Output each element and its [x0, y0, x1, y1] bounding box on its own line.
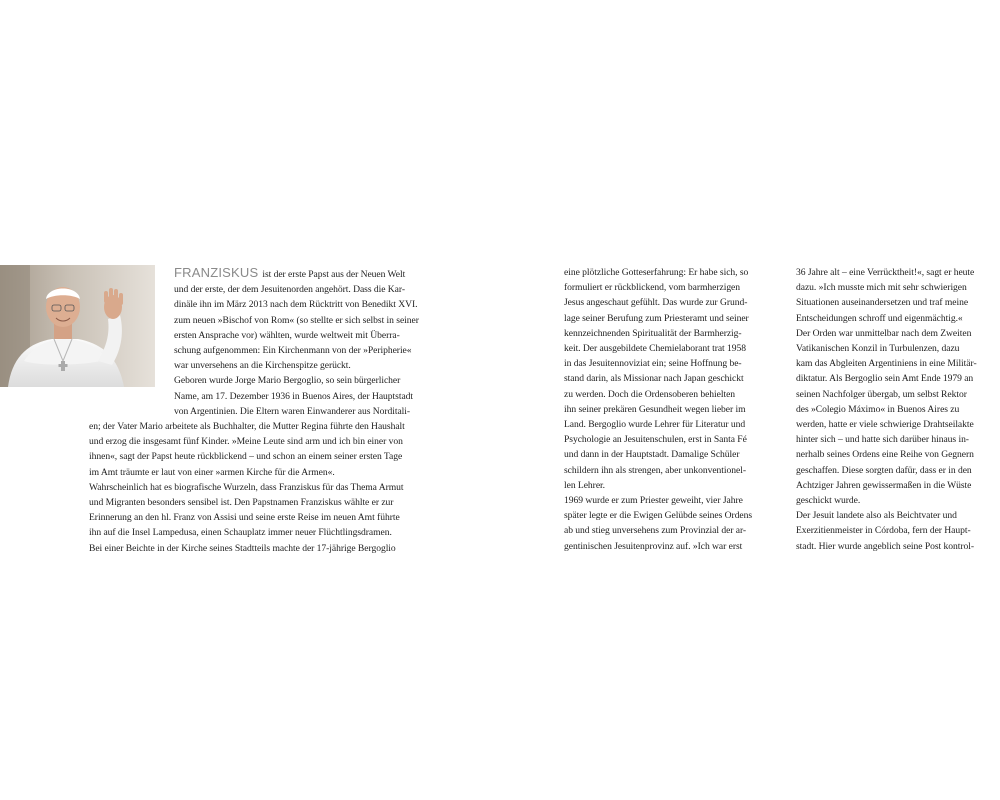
article-line: und Migranten besonders sensibel ist. Den Papstnamen Franziskus wählte er zur: [89, 497, 394, 509]
article-line: und erzog die insgesamt fünf Kinder. »Meine Leute sind arm und ich bin einer von: [89, 436, 403, 448]
article-line: werden, hatte er viele schwierige Drahtseilakte: [796, 419, 974, 431]
article-line: von Argentinien. Die Eltern waren Einwanderer aus Norditali-: [174, 405, 411, 417]
article-line: geschickt wurde.: [796, 495, 861, 507]
article-line: in das Jesuitennoviziat ein; seine Hoffnung be-: [564, 358, 742, 370]
article-line: Entscheidungen schroff und eigenmächtig.«: [796, 312, 963, 324]
article-line: war unversehens an die Kirchenspitze gerückt.: [174, 360, 351, 372]
article-line: nerhalb seines Ordens eine Reihe von Gegnern: [796, 449, 974, 461]
article-line: kam das Abgleiten Argentiniens in eine Militär-: [796, 358, 977, 370]
article-line: Bei einer Beichte in der Kirche seines Stadtteils machte der 17-jährige Bergoglio: [89, 542, 396, 554]
article-line: ihn seiner prekären Gesundheit wegen lieber im: [564, 403, 746, 415]
article-column-2: [564, 265, 776, 554]
article-line: Achtziger Jahren gewissermaßen in die Wüste: [796, 479, 972, 491]
article-line: len Lehrer.: [564, 479, 606, 491]
article-line: geschaffen. Diese sorgten dafür, dass er in den: [796, 464, 972, 476]
article-title: FRANZISKUS: [174, 265, 259, 280]
article-line: des »Colegio Máximo« in Buenos Aires zu: [796, 403, 960, 415]
article-line: Name, am 17. Dezember 1936 in Buenos Aires, der Hauptstadt: [174, 390, 414, 402]
article-line: diktatur. Als Bergoglio sein Amt Ende 1979 an: [796, 373, 974, 385]
article-line: Exerzitienmeister in Córdoba, fern der Haupt-: [796, 525, 971, 537]
article-line: schung aufgenommen: Ein Kirchenmann von der »Peripherie«: [174, 345, 412, 357]
article-line: Situationen auseinandersetzen und traf meine: [796, 297, 969, 309]
article-line: gentinischen Jesuitenprovinz auf. »Ich war erst: [564, 540, 743, 552]
article-line: dazu. »Ich musste mich mit sehr schwierigen: [796, 282, 967, 294]
article-line: 1969 wurde er zum Priester geweiht, vier Jahre: [564, 495, 743, 507]
article-line: und dann in der Hauptstadt. Damalige Schüler: [564, 449, 740, 461]
article-line: FRANZISKUS ist der erste Papst aus der Neuen Welt: [174, 265, 406, 280]
article-line: Psychologie an Jesuitenschulen, erst in Santa Fé: [564, 434, 747, 446]
article-line: Land. Bergoglio wurde Lehrer für Literatur und: [564, 419, 746, 431]
article-line: eine plötzliche Gotteserfahrung: Er habe sich, so: [564, 267, 749, 278]
article-line: Der Jesuit landete also als Beichtvater und: [796, 510, 957, 522]
article-column-1: [89, 265, 449, 556]
article-line: en; der Vater Mario arbeitete als Buchhalter, die Mutter Regina führte den Haushalt: [89, 421, 405, 433]
article-line: Jesus angeschaut gefühlt. Das wurde zur Grund-: [564, 297, 748, 309]
article-line: Geboren wurde Jorge Mario Bergoglio, so sein bürgerlicher: [174, 375, 401, 387]
article-line: zum neuen »Bischof von Rom« (so stellte er sich selbst in seiner: [174, 314, 419, 326]
article-line: und der erste, der dem Jesuitenorden angehört. Dass die Kar-: [174, 284, 405, 296]
article-line: stadt. Hier wurde angeblich seine Post kontrol-: [796, 540, 975, 552]
article-line: ab und stieg unversehens zum Provinzial der ar-: [564, 525, 747, 537]
article-line: Wahrscheinlich hat es biografische Wurzeln, dass Franziskus für das Thema Armut: [89, 481, 404, 493]
article-column-3: [796, 265, 1000, 554]
article-line: dinäle ihn im März 2013 nach dem Rücktritt von Benedikt XVI.: [174, 299, 418, 311]
article-line: seinen Nachfolger übergab, um selbst Rektor: [796, 388, 967, 400]
article-line: Vatikanischen Konzil in Turbulenzen, dazu: [796, 343, 960, 355]
article-line: schildern ihn als strengen, aber unkonventionel-: [564, 464, 746, 476]
article-line: zu werden. Doch die Ordensoberen behielten: [564, 388, 736, 400]
article-line: keit. Der ausgebildete Chemielaborant trat 1958: [564, 343, 747, 355]
article-line: ersten Ansprache vor) wählten, wurde weltweit mit Überra-: [174, 329, 400, 341]
article-line: 36 Jahre alt – eine Verrücktheit!«, sagt er heute: [796, 267, 975, 278]
article-line: im Amt träumte er laut von einer »armen Kirche für die Armen«.: [89, 466, 335, 478]
article-line: stand darin, als Missionar nach Japan geschickt: [564, 373, 744, 385]
article-line: später legte er die Ewigen Gelübde seines Ordens: [564, 510, 753, 522]
article-line: ihn auf die Insel Lampedusa, einen Schauplatz immer neuer Flüchtlingsdramen.: [89, 527, 392, 539]
article-line: kennzeichnenden Spiritualität der Barmherzig-: [564, 327, 742, 339]
article-line: Erinnerung an den hl. Franz von Assisi und seine erste Reise im neuen Amt führte: [89, 512, 400, 524]
article-line: ihnen«, sagt der Papst heute rückblickend – und schon an einem seiner ersten Tage: [89, 451, 403, 463]
article-line: hinter sich – und hatte sich darüber hinaus in-: [796, 434, 969, 446]
article-line: lage seiner Berufung zum Priesteramt und seiner: [564, 312, 749, 324]
article-line: Der Orden war unmittelbar nach dem Zweiten: [796, 327, 972, 339]
article-line: formuliert er rückblickend, vom barmherzigen: [564, 282, 741, 294]
